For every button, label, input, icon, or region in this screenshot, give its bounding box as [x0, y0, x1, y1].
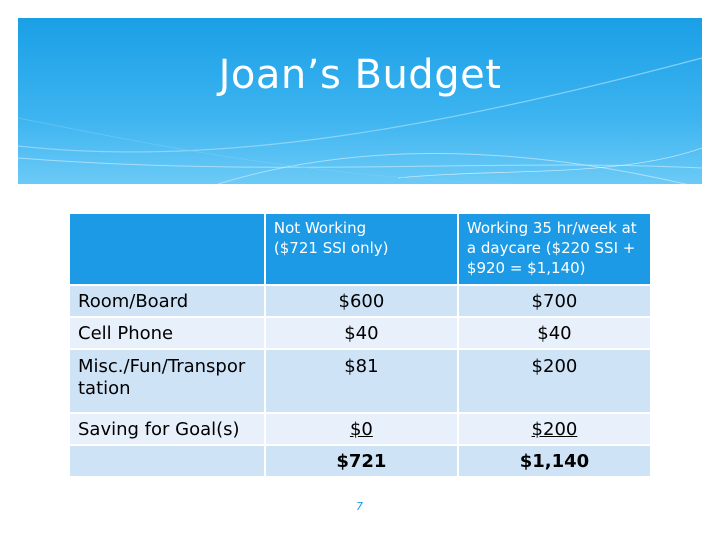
- row-label: Misc./Fun/Transpor tation: [70, 350, 264, 412]
- not-working-value: $40: [266, 318, 457, 348]
- header-working: Working 35 hr/week at a daycare ($220 SSI + $920 = $1,140): [459, 214, 650, 284]
- working-total: $1,140: [459, 446, 650, 476]
- working-value: $40: [459, 318, 650, 348]
- budget-table: [68, 212, 652, 478]
- working-value: $200: [459, 350, 650, 412]
- header-not-working: Not Working ($721 SSI only): [266, 214, 457, 284]
- slide-title: Joan’s Budget: [218, 52, 502, 98]
- working-value: $700: [459, 286, 650, 316]
- header-empty-cell: [70, 214, 264, 284]
- not-working-total: $721: [266, 446, 457, 476]
- table-row: [70, 414, 650, 444]
- not-working-value: $81: [266, 350, 457, 412]
- table-row: [70, 350, 650, 412]
- row-label: Room/Board: [70, 286, 264, 316]
- table-row: [70, 286, 650, 316]
- row-label: Cell Phone: [70, 318, 264, 348]
- total-row: [70, 446, 650, 476]
- table-header-row: [70, 214, 650, 284]
- page-number: 7: [356, 500, 363, 513]
- not-working-value: $600: [266, 286, 457, 316]
- row-label: [70, 446, 264, 476]
- table-row: [70, 318, 650, 348]
- row-label: Saving for Goal(s): [70, 414, 264, 444]
- banner-decoration: [18, 18, 702, 184]
- title-banner: [18, 18, 702, 184]
- not-working-value: $0: [266, 414, 457, 444]
- working-value: $200: [459, 414, 650, 444]
